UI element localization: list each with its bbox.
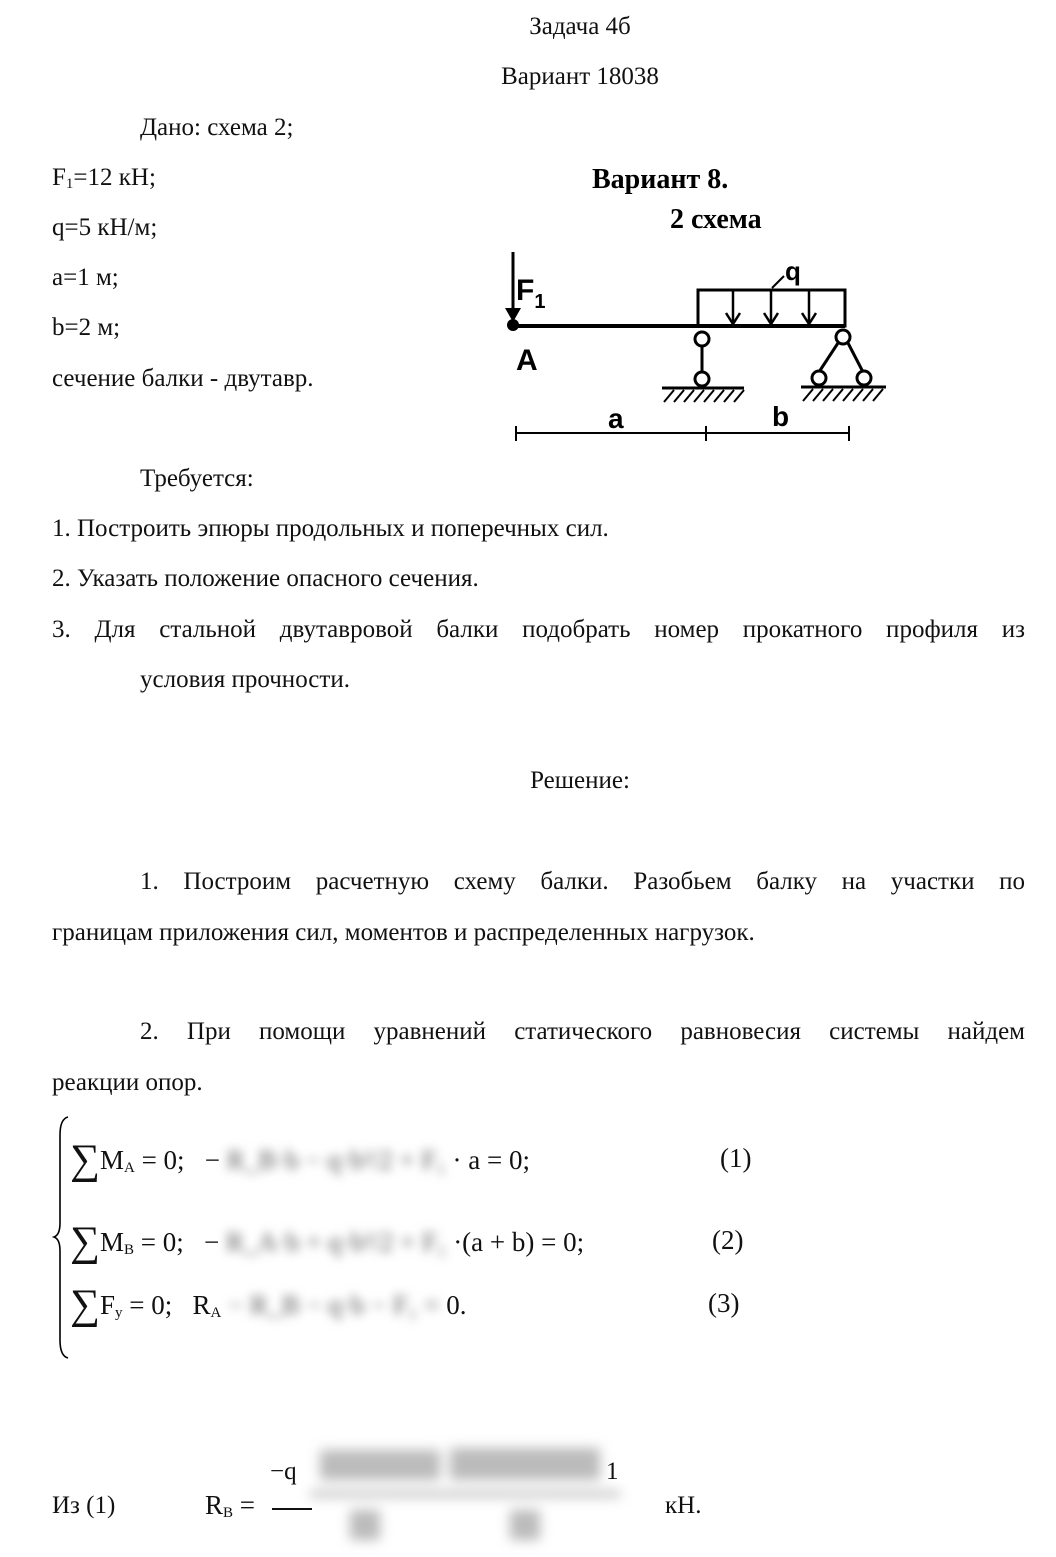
diagram-title-scheme: 2 схема — [670, 204, 762, 235]
required-item-1: 1. Построить эпюры продольных и поперечных сил. — [52, 515, 609, 542]
result-unit: кН. — [665, 1492, 702, 1519]
distributed-load — [698, 276, 845, 326]
required-title: Требуется: — [140, 465, 254, 492]
pin-support — [801, 330, 886, 401]
given-section: сечение балки - двутавр. — [52, 365, 314, 392]
result-fraction-bar — [272, 1508, 312, 1510]
dimension-line — [516, 426, 850, 441]
diagram-title-variant: Вариант 8. — [592, 164, 729, 195]
result-from-label: Из (1) — [52, 1492, 116, 1519]
result-blurred-fraction — [310, 1440, 620, 1550]
solution-title: Решение: — [530, 767, 630, 794]
equation-1: $\sum M_A = 0$; − R_B·b − q·b²/2 + F₁ · a = 0; — [70, 1137, 530, 1183]
result-numerator-start: −q — [270, 1458, 297, 1485]
result-lhs: $R_B$ = — [205, 1490, 256, 1521]
variant-title: Вариант 18038 — [501, 63, 659, 90]
span-b-label: b — [772, 401, 790, 432]
given-intro: Дано: схема 2; — [140, 114, 294, 141]
given-b: b=2 м; — [52, 314, 121, 341]
equation-3: $\sum F_y = 0$; $R_A$ − R_B − q·b − F₁ = 0. — [70, 1282, 467, 1328]
force-f1-label: $F_1$ — [516, 274, 546, 313]
required-item-2: 2. Указать положение опасного сечения. — [52, 565, 479, 592]
given-f1: $F_1=12$ кН; — [52, 164, 156, 192]
equation-2: $\sum M_B = 0$; − R_A·b + q·b²/2 + F₁ ·(a + b) = 0; — [70, 1219, 585, 1265]
given-q: q=5 кН/м; — [52, 214, 158, 241]
span-a-label: a — [608, 403, 624, 434]
load-q-label: q — [785, 256, 801, 286]
given-a: a=1 м; — [52, 264, 119, 291]
result-numerator-end: 1 — [606, 1458, 619, 1485]
solution-p2-line1: 2. При помощи уравнений статического равновесия системы найдем — [140, 1018, 1025, 1045]
roller-support — [662, 332, 744, 402]
required-item-3-cont: условия прочности. — [140, 666, 350, 693]
beam-diagram — [500, 150, 900, 450]
solution-p1-line2: границам приложения сил, моментов и распределенных нагрузок. — [52, 919, 755, 946]
system-brace — [52, 1115, 72, 1360]
equation-2-number: (2) — [712, 1225, 744, 1255]
equation-3-number: (3) — [708, 1288, 740, 1318]
task-title: Задача 4б — [529, 13, 631, 40]
point-a-label: A — [516, 344, 538, 377]
solution-p1-line1: 1. Построим расчетную схему балки. Разобьем балку на участки по — [140, 868, 1025, 895]
equation-1-number: (1) — [720, 1143, 752, 1173]
solution-p2-line2: реакции опор. — [52, 1069, 203, 1096]
required-item-3: 3. Для стальной двутавровой балки подобрать номер прокатного профиля из — [52, 616, 1025, 643]
